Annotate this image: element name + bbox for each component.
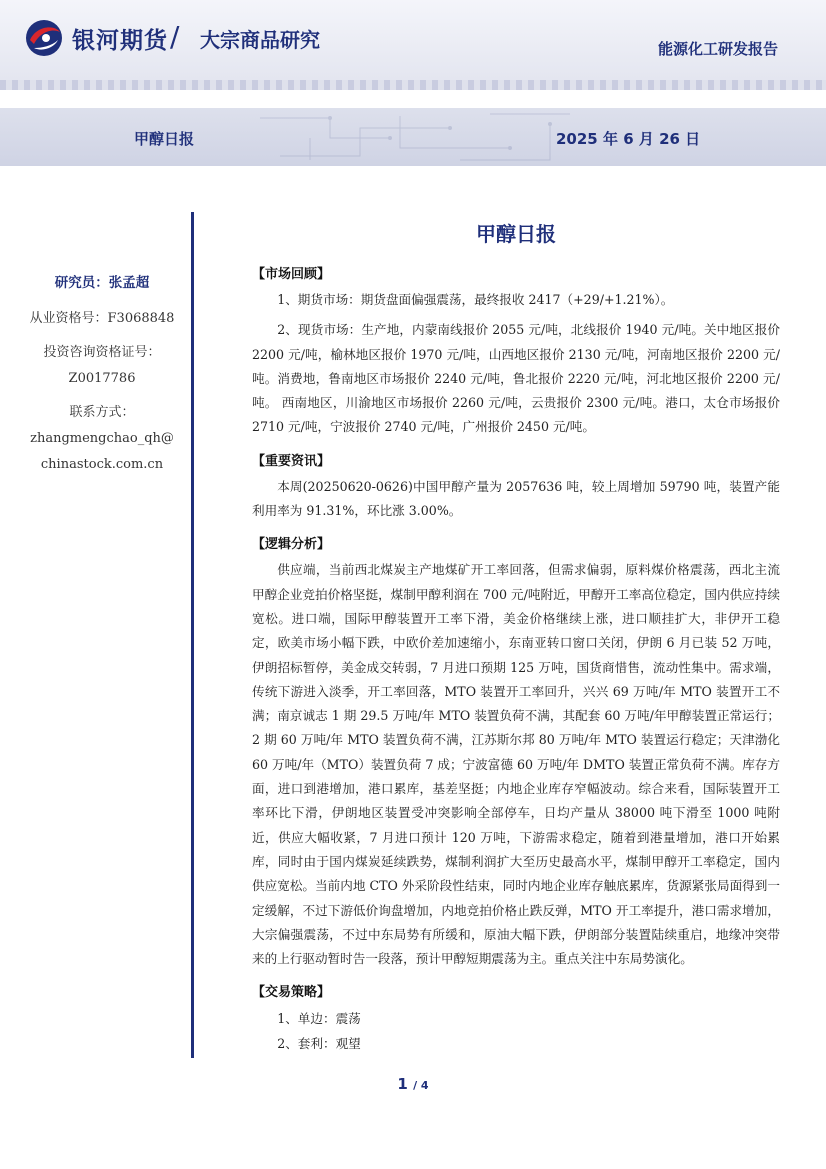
report-type: 能源化工研发报告 xyxy=(657,40,778,58)
division-name: 大宗商品研究 xyxy=(200,28,320,52)
report-title-band: 甲醇日报 xyxy=(134,130,195,148)
paragraph-logic-analysis: 供应端，当前西北煤炭主产地煤矿开工率回落，但需求偏弱，原料煤价格震荡，西北主流甲醇企业竞拍价格坚挺，煤制甲醇利润在 700 元/吨附近，甲醇开工率高位稳定，国内供应持续宽松。进口端，国际甲醇装置开工率下滑，美金价格继续上涨，进口顺挂扩大，非伊开工稳定，欧美市场小幅下跌，中欧价差加速缩小，东南亚转口窗口关闭，伊朗 6 月已装 52 万吨，伊朗招标暂停，美金成交转弱，7 月进口预期 125 万吨，国货商惜售，流动性集中。需求端，传统下游进入淡季，开工率回落，MTO 装置开工率回升，兴兴 69 万吨/年 MTO 装置开工不满；南京诚志 1 期 29.5 万吨/年 MTO 装置负荷不满，其配套 60 万吨/年甲醇装置正常运行；2 期 60 万吨/年 MTO 装置负荷不满，江苏斯尔邦 80 万吨/年 MTO 装置运行稳定；天津渤化 60 万吨/年（MTO）装置负荷 7 成；宁波富德 60 万吨/年 DMTO 装置正常负荷不满。库存方面，进口到港增加，港口累库，基差坚挺；内地企业库存窄幅波动。综合来看，国际装置开工率环比下滑，伊朗地区装置受冲突影响全部停车，日均产量从 38000 吨下滑至 1000 吨附近，供应大幅收紧，7 月进口预计 120 万吨，下游需求稳定，随着到港量增加，港口开始累库，同时由于国内煤炭延续跌势，煤制利润扩大至历史最高水平，煤制甲醇开工率稳定，国内供应宽松。当前内地 CTO 外采阶段性结束，同时内地企业库存触底累库，货源紧张局面得到一定缓解，不过下游低价询盘增加，内地竞拍价格止跌反弹，MTO 开工率提升，港口需求增加，大宗偏强震荡，不过中东局势有所缓和，原油大幅下跌，伊朗部分装置陆续重启，地缘冲突带来的上行驱动暂时告一段落，预计甲醇短期震荡为主。重点关注中东局势演化。 xyxy=(252,562,780,967)
sidebar-divider xyxy=(191,212,194,1058)
report-date: 2025 年 6 月 26 日 xyxy=(556,130,701,148)
page-number xyxy=(0,1075,826,1093)
circuit-decoration-icon xyxy=(250,108,580,166)
page-header xyxy=(0,0,826,80)
brand-divider: / xyxy=(170,20,180,53)
section-heading-key-news: 【重要资讯】 xyxy=(252,453,331,469)
current-page: 1 xyxy=(397,1075,408,1093)
title-band xyxy=(0,108,826,166)
header-stripe xyxy=(0,80,826,90)
brand-name: 银河期货 xyxy=(72,28,168,54)
consult-number: Z0017786 xyxy=(68,371,136,386)
strategy-item-arbitrage: 2、套利：观望 xyxy=(277,1036,361,1052)
paragraph-futures-market: 1、期货市场：期货盘面偏强震荡，最终报收 2417（+29/+1.21%）。 xyxy=(277,292,674,307)
paragraph-key-news: 本周(20250620-0626)中国甲醇产量为 2057636 吨，较上周增加 59790 吨，装置产能利用率为 91.31%，环比涨 3.00%。 xyxy=(252,478,780,519)
section-heading-market-review: 【市场回顾】 xyxy=(252,267,331,282)
section-heading-logic-analysis: 【逻辑分析】 xyxy=(252,537,331,553)
author-sidebar xyxy=(22,270,182,478)
galaxy-futures-logo-icon xyxy=(24,18,64,58)
section-heading-trading-strategy: 【交易策略】 xyxy=(252,985,331,1001)
email-line-1[interactable]: zhangmengchao_qh@ xyxy=(30,431,174,446)
researcher-name: 研究员：张孟超 xyxy=(54,275,150,291)
report-body xyxy=(252,218,780,1056)
paragraph-spot-market: 2、现货市场：生产地，内蒙南线报价 2055 元/吨，北线报价 1940 元/吨。关中地区报价 2200 元/吨，榆林地区报价 1970 元/吨，山西地区报价 2130 元/吨，河南地区报价 2200 元/吨。消费地，鲁南地区市场报价 2240 元/吨，鲁北报价 2220 元/吨，河北地区报价 2200 元/吨。 西南地区，川渝地区市场报价 2260 元/吨，云贵报价 2300 元/吨。港口，太仓市场报价 2710 元/吨，宁波报价 2740 元/吨，广州报价 2450 元/吨。 xyxy=(252,322,780,435)
license-number: 从业资格号：F3068848 xyxy=(29,311,175,326)
contact-label: 联系方式： xyxy=(69,405,135,420)
email-line-2[interactable]: chinastock.com.cn xyxy=(40,457,164,472)
main-title: 甲醇日报 xyxy=(476,222,556,246)
strategy-item-single: 1、单边：震荡 xyxy=(277,1011,361,1027)
consult-label: 投资咨询资格证号： xyxy=(43,345,161,360)
total-pages: / 4 xyxy=(413,1079,429,1092)
